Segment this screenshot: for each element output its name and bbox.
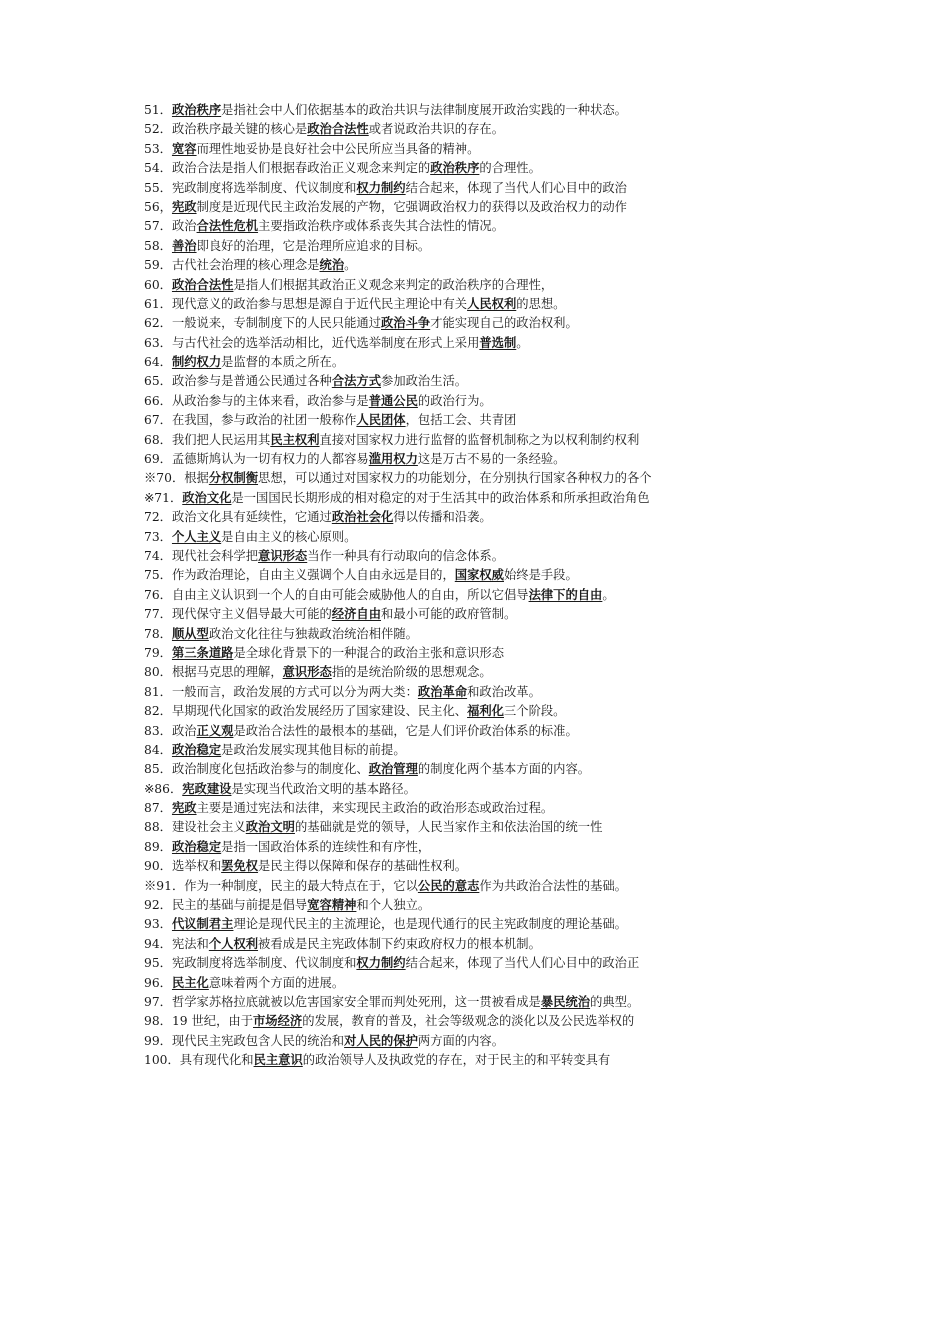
text-line <box>144 275 864 294</box>
text-segment: 97．哲学家苏格拉底就被以危害国家安全罪而判处死刑，这一贯被看成是 <box>144 994 541 1009</box>
text-segment: 政治文化往往与独裁政治统治相伴随。 <box>208 626 418 641</box>
text-segment: 理论是现代民主的主流理论，也是现代通行的民主宪政制度的理论基础。 <box>233 917 627 932</box>
text-line <box>144 236 864 255</box>
text-line <box>144 624 864 643</box>
keyword: 政治合法性 <box>171 276 234 292</box>
text-segment: 当作一种具有行动取向的信念体系。 <box>307 548 504 563</box>
text-line <box>144 1050 864 1069</box>
text-segment: 59．古代社会治理的核心理念是 <box>144 258 320 273</box>
text-line <box>144 1011 864 1030</box>
text-line <box>144 837 864 856</box>
text-segment: 96． <box>144 975 172 990</box>
text-segment: 94．宪法和 <box>144 936 209 951</box>
text-line <box>144 158 864 177</box>
text-line <box>144 294 864 313</box>
document-body <box>144 100 864 1070</box>
text-line <box>144 100 864 119</box>
text-segment: 60． <box>144 277 172 292</box>
text-segment: 是自由主义的核心原则。 <box>221 529 357 544</box>
text-line <box>144 488 864 507</box>
keyword: 顺从型 <box>171 625 209 641</box>
text-segment: 87． <box>144 801 172 816</box>
keyword: 政治社会化 <box>331 509 394 525</box>
keyword: 民主化 <box>171 974 209 990</box>
text-line <box>144 565 864 584</box>
keyword: 合法方式 <box>331 373 382 389</box>
keyword: 政治革命 <box>417 683 468 699</box>
text-line <box>144 992 864 1011</box>
text-segment: 是指一国政治体系的连续性和有序性， <box>221 839 431 854</box>
text-segment: 作为共政治合法性的基础。 <box>479 878 627 893</box>
text-segment: 是政治发展实现其他目标的前提。 <box>221 742 406 757</box>
text-segment: 是监督的本质之所在。 <box>221 355 345 370</box>
text-segment: ，包括工会、共青团 <box>405 413 517 428</box>
text-segment: 53． <box>144 141 172 156</box>
text-line <box>144 953 864 972</box>
text-segment: 92．民主的基础与前提是倡导 <box>144 898 308 913</box>
text-segment: 制度是近现代民主政治发展的产物，它强调政治权力的获得以及政治权力的动作 <box>196 199 627 214</box>
text-line <box>144 391 864 410</box>
text-segment: 63．与古代社会的选举活动相比，近代选举制度在形式上采用 <box>144 335 480 350</box>
text-segment: 思想，可以通过对国家权力的功能划分，在分别执行国家各种权力的各个 <box>258 471 652 486</box>
text-segment: 的合理性。 <box>479 161 541 176</box>
text-line <box>144 333 864 352</box>
text-segment: 81．一般而言，政治发展的方式可以分为两大类： <box>144 684 418 699</box>
text-segment: 55．宪政制度将选举制度、代议制度和 <box>144 180 357 195</box>
keyword: 对人民的保护 <box>344 1032 418 1048</box>
text-line <box>144 585 864 604</box>
keyword: 普选制 <box>479 334 517 350</box>
text-segment: 79． <box>144 645 172 660</box>
keyword: 善治 <box>171 237 197 253</box>
text-line <box>144 527 864 546</box>
text-line <box>144 178 864 197</box>
text-segment: 100．具有现代化和 <box>144 1053 254 1068</box>
text-line <box>144 934 864 953</box>
keyword: 法律下的自由 <box>528 586 603 602</box>
text-segment: 两方面的内容。 <box>417 1033 504 1048</box>
text-segment: 的发展，教育的普及，社会等级观念的淡化以及公民选举权的 <box>302 1014 635 1029</box>
text-segment: ※71． <box>144 490 183 505</box>
text-segment: 被看成是民主宪政体制下约束政府权力的根本机制。 <box>258 936 541 951</box>
text-segment: ※70．根据 <box>144 471 209 486</box>
text-segment: 的典型。 <box>590 994 640 1009</box>
text-segment: 。 <box>516 335 529 350</box>
text-line <box>144 371 864 390</box>
text-line <box>144 682 864 701</box>
text-segment: 51． <box>144 103 172 117</box>
text-segment: 80．根据马克思的理解， <box>144 665 283 680</box>
keyword: 民主权利 <box>270 431 320 447</box>
text-line <box>144 255 864 274</box>
keyword: 个人主义 <box>171 528 222 544</box>
text-segment: 61．现代意义的政治参与思想是源自于近代民主理论中有关 <box>144 296 468 311</box>
text-segment: 65．政治参与是普通公民通过各种 <box>144 374 332 389</box>
text-segment: 即良好的治理，它是治理所应追求的目标。 <box>196 238 431 253</box>
keyword: 意识形态 <box>282 664 332 680</box>
text-line <box>144 895 864 914</box>
text-segment: 这是万古不易的一条经验。 <box>417 452 566 467</box>
text-segment: 95．宪政制度将选举制度、代议制度和 <box>144 956 357 971</box>
text-segment: 和最小可能的政府管制。 <box>381 607 517 622</box>
text-segment: 52．政治秩序最关键的核心是 <box>144 122 308 137</box>
keyword: 市场经济 <box>253 1013 303 1029</box>
text-segment: 指的是统治阶级的思想观念。 <box>331 665 492 680</box>
text-line <box>144 817 864 836</box>
text-line <box>144 740 864 759</box>
text-segment: 得以传播和沿袭。 <box>393 510 492 525</box>
text-segment: 88．建设社会主义 <box>144 820 246 835</box>
text-segment: 84． <box>144 742 172 757</box>
keyword: 政治秩序 <box>171 102 222 117</box>
text-segment: 主要是通过宪法和法律，来实现民主政治的政治形态或政治过程。 <box>196 801 554 816</box>
text-segment: 54．政治合法是指人们根据春政治正义观念来判定的 <box>144 161 431 176</box>
text-segment: 57．政治 <box>144 219 197 234</box>
keyword: 政治合法性 <box>307 121 369 137</box>
keyword: 暴民统治 <box>540 993 591 1009</box>
keyword: 罢免权 <box>221 858 259 874</box>
text-segment: ※91．作为一种制度，民主的最大特点在于，它以 <box>144 878 418 893</box>
keyword: 政治秩序 <box>430 160 480 176</box>
keyword: 政治斗争 <box>381 315 431 331</box>
text-line <box>144 468 864 487</box>
text-segment: 的政治行为。 <box>417 393 492 408</box>
keyword: 制约权力 <box>171 354 222 370</box>
text-segment: 76．自由主义认识到一个人的自由可能会威胁他人的自由，所以它倡导 <box>144 587 529 602</box>
keyword: 个人权利 <box>208 935 259 951</box>
keyword: 意识形态 <box>258 547 308 563</box>
text-segment: 是指人们根据其政治正义观念来判定的政治秩序的合理性， <box>233 277 554 292</box>
text-line <box>144 410 864 429</box>
text-line <box>144 876 864 895</box>
text-segment: 结合起来，体现了当代人们心目中的政治 <box>405 180 627 195</box>
text-segment: 或者说政治共识的存在。 <box>368 122 504 137</box>
text-line <box>144 449 864 468</box>
keyword: 统治 <box>319 257 345 273</box>
text-line <box>144 779 864 798</box>
text-segment: 是一国国民长期形成的相对稳定的对于生活其中的政治体系和所承担政治角色 <box>231 490 650 505</box>
text-segment: 才能实现自己的政治权利。 <box>430 316 578 331</box>
keyword: 宪政 <box>171 800 197 816</box>
text-segment: 72．政治文化具有延续性，它通过 <box>144 510 332 525</box>
text-segment: 三个阶段。 <box>503 704 566 719</box>
text-segment: 的基础就是党的领导，人民当家作主和依法治国的统一性 <box>294 820 603 835</box>
keyword: 宪政 <box>171 198 197 214</box>
text-line <box>144 352 864 371</box>
text-segment: 是实现当代政治文明的基本路径。 <box>231 781 416 796</box>
keyword: 福利化 <box>467 703 504 719</box>
text-segment: 62．一般说来，专制制度下的人民只能通过 <box>144 316 381 331</box>
text-segment: 主要指政治秩序或体系丧失其合法性的情况。 <box>258 219 504 234</box>
text-segment: 67．在我国，参与政治的社团一般称作 <box>144 413 357 428</box>
keyword: 权力制约 <box>356 955 406 971</box>
text-segment: 意味着两个方面的进展。 <box>208 975 345 990</box>
text-segment: 是政治合法性的最根本的基础，它是人们评价政治体系的标准。 <box>233 723 578 738</box>
keyword: 宪政建设 <box>182 780 232 796</box>
text-segment: 74．现代社会科学把 <box>144 548 259 563</box>
keyword: 公民的意志 <box>417 877 480 893</box>
text-segment: 75．作为政治理论，自由主义强调个人自由永远是目的， <box>144 568 455 583</box>
text-line <box>144 197 864 216</box>
text-segment: 73． <box>144 529 172 544</box>
text-line <box>144 313 864 332</box>
keyword: 政治文化 <box>182 489 232 505</box>
text-line <box>144 798 864 817</box>
text-segment: 69．孟德斯鸠认为一切有权力的人都容易 <box>144 452 369 467</box>
text-segment: 82．早期现代化国家的政治发展经历了国家建设、民主化、 <box>144 704 468 719</box>
text-segment: 。 <box>602 587 615 602</box>
keyword: 政治稳定 <box>171 741 222 757</box>
text-line <box>144 1031 864 1050</box>
text-line <box>144 759 864 778</box>
text-line <box>144 546 864 565</box>
text-line <box>144 604 864 623</box>
text-line <box>144 139 864 158</box>
keyword: 政治稳定 <box>171 838 222 854</box>
text-segment: 始终是手段。 <box>503 568 578 583</box>
text-segment: 90．选举权和 <box>144 859 222 874</box>
keyword: 合法性危机 <box>196 218 259 234</box>
text-segment: 而理性地妥协是良好社会中公民所应当具备的精神。 <box>196 141 480 156</box>
text-segment: 结合起来，体现了当代人们心目中的政治正 <box>405 956 640 971</box>
keyword: 代议制君主 <box>171 916 234 932</box>
text-line <box>144 721 864 740</box>
text-line <box>144 973 864 992</box>
text-segment: 是民主得以保障和保存的基础性权利。 <box>258 859 468 874</box>
text-segment: 直接对国家权力进行监督的监督机制称之为以权利制约权利 <box>319 432 640 447</box>
text-segment: 98．19 世纪，由于 <box>144 1014 253 1029</box>
text-segment: 的政治领导人及执政党的存在，对于民主的和平转变具有 <box>302 1053 611 1068</box>
text-segment: 是全球化背景下的一种混合的政治主张和意识形态 <box>233 645 504 660</box>
keyword: 滥用权力 <box>368 451 418 467</box>
keyword: 宽容 <box>171 140 197 156</box>
keyword: 国家权威 <box>454 567 504 583</box>
keyword: 人民权利 <box>467 295 517 311</box>
text-line <box>144 643 864 662</box>
text-line <box>144 119 864 138</box>
text-segment: 参加政治生活。 <box>381 374 468 389</box>
text-line <box>144 856 864 875</box>
text-segment: 78． <box>144 626 172 641</box>
text-segment: 58． <box>144 238 172 253</box>
keyword: 普通公民 <box>368 392 418 408</box>
keyword: 权力制约 <box>356 179 406 195</box>
keyword: 民主意识 <box>253 1052 303 1068</box>
text-segment: 99．现代民主宪政包含人民的统治和 <box>144 1033 345 1048</box>
text-line <box>144 507 864 526</box>
text-line <box>144 701 864 720</box>
text-segment: 的思想。 <box>516 296 566 311</box>
text-segment: 的制度化两个基本方面的内容。 <box>417 762 591 777</box>
text-segment: 89． <box>144 839 172 854</box>
text-line <box>144 662 864 681</box>
text-segment: 68．我们把人民运用其 <box>144 432 271 447</box>
text-segment: 93． <box>144 917 172 932</box>
keyword: 宽容精神 <box>307 897 357 913</box>
text-segment: 56， <box>144 199 172 214</box>
text-segment: 77．现代保守主义倡导最大可能的 <box>144 607 332 622</box>
keyword: 正义观 <box>196 722 234 738</box>
keyword: 政治管理 <box>368 761 418 777</box>
text-segment: 和个人独立。 <box>356 898 431 913</box>
text-line <box>144 914 864 933</box>
keyword: 第三条道路 <box>171 644 234 660</box>
keyword: 分权制衡 <box>208 470 259 486</box>
text-segment: 83．政治 <box>144 723 197 738</box>
text-line <box>144 216 864 235</box>
text-segment: 64． <box>144 355 172 370</box>
keyword: 人民团体 <box>356 412 406 428</box>
text-segment: ※86． <box>144 781 183 796</box>
text-segment: 85．政治制度化包括政治参与的制度化、 <box>144 762 369 777</box>
text-segment: 是指社会中人们依据基本的政治共识与法律制度展开政治实践的一种状态。 <box>221 103 627 117</box>
keyword: 经济自由 <box>331 606 382 622</box>
text-segment: 和政治改革。 <box>467 684 541 699</box>
text-segment: 。 <box>344 258 357 273</box>
text-line <box>144 430 864 449</box>
keyword: 政治文明 <box>245 819 295 835</box>
text-segment: 66．从政治参与的主体来看，政治参与是 <box>144 393 369 408</box>
